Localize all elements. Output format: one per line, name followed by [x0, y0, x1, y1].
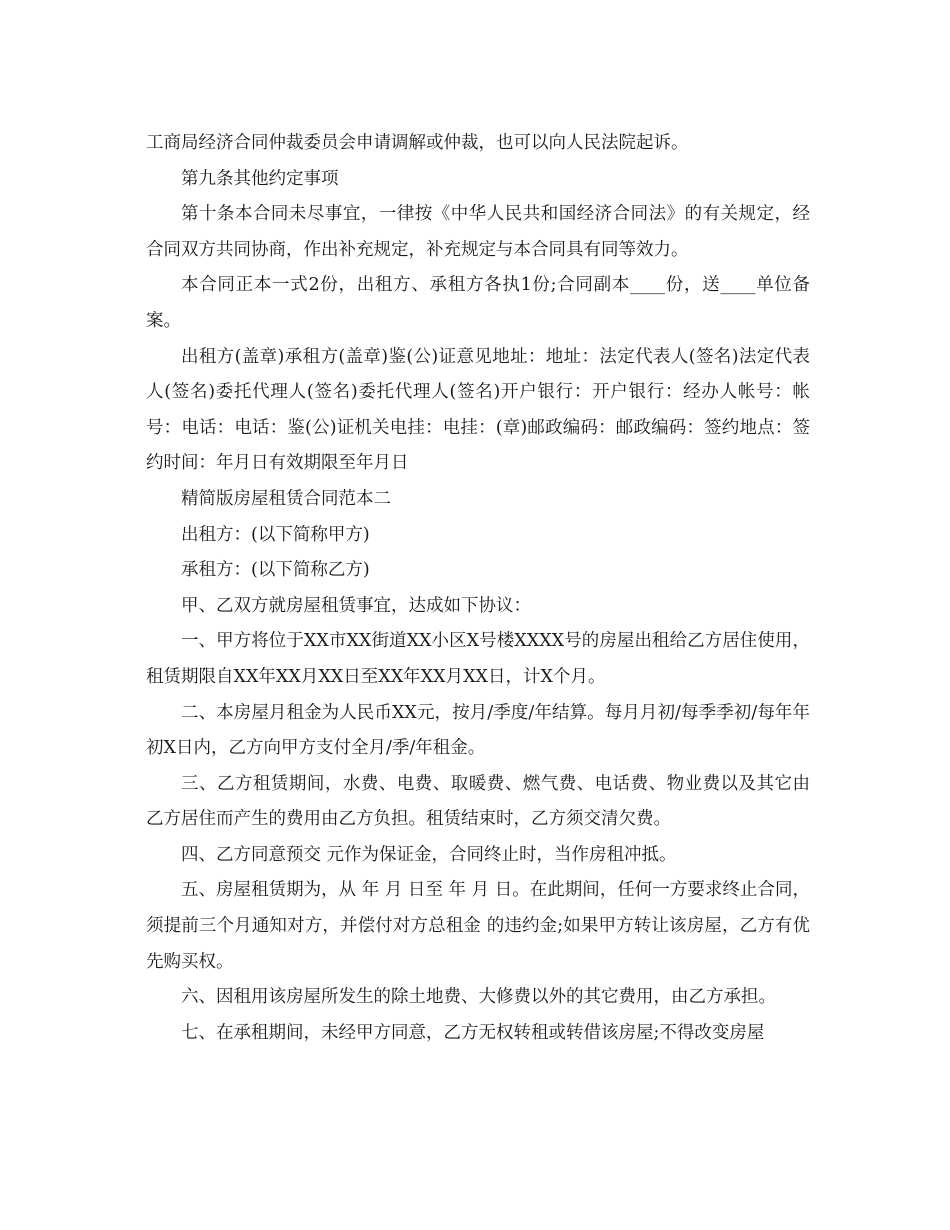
paragraph-clause-2: 二、本房屋月租金为人民币XX元，按月/季度/年结算。每月月初/每季季初/每年年初X日内，乙方向甲方支付全月/季/年租金。	[146, 702, 810, 759]
paragraph-article-9: 第九条其他约定事项	[181, 168, 339, 189]
paragraph-signature-block: 出租方(盖章)承租方(盖章)鉴(公)证意见地址：地址：法定代表人(签名)法定代表人(签名)委托代理人(签名)委托代理人(签名)开户银行：开户银行：经办人帐号：帐号：电话：电话：鉴(公)证机关电挂：电挂：(章)邮政编码：邮政编码：签约地点：签约时间：年月日有效期限至年月日	[146, 346, 810, 474]
paragraph-lessor: 出租方：(以下简称甲方)	[181, 524, 370, 545]
paragraph-clause-6: 六、因租用该房屋所发生的除土地费、大修费以外的其它费用，由乙方承担。	[181, 987, 776, 1008]
paragraph-clause-4: 四、乙方同意预交 元作为保证金，合同终止时，当作房租冲抵。	[181, 844, 677, 865]
paragraph-agreement-intro: 甲、乙双方就房屋租赁事宜，达成如下协议：	[181, 595, 531, 616]
paragraph-article-10: 第十条本合同未尽事宜，一律按《中华人民共和国经济合同法》的有关规定，经合同双方共同协商，作出补充规定，补充规定与本合同具有同等效力。	[146, 204, 810, 260]
paragraph-copies: 本合同正本一式2份，出租方、承租方各执1份;合同副本____份，送____单位备案。	[146, 275, 810, 331]
paragraph-clause-1: 一、甲方将位于XX市XX街道XX小区X号楼XXXX号的房屋出租给乙方居住使用，租赁期限自XX年XX月XX日至XX年XX月XX日，计X个月。	[146, 631, 810, 687]
paragraph-clause-5: 五、房屋租赁期为，从 年 月 日至 年 月 日。在此期间，任何一方要求终止合同，须提前三个月通知对方，并偿付对方总租金 的违约金;如果甲方转让该房屋，乙方有优先购买权。	[146, 880, 810, 972]
paragraph-arbitration-continuation: 工商局经济合同仲裁委员会申请调解或仲裁，也可以向人民法院起诉。	[146, 133, 689, 153]
paragraph-lessee: 承租方：(以下简称乙方)	[181, 560, 370, 581]
paragraph-clause-3: 三、乙方租赁期间，水费、电费、取暖费、燃气费、电话费、物业费以及其它由乙方居住而产生的费用由乙方负担。租赁结束时，乙方须交清欠费。	[146, 773, 810, 830]
paragraph-clause-7: 七、在承租期间，未经甲方同意，乙方无权转租或转借该房屋;不得改变房屋	[181, 1022, 765, 1043]
paragraph-template-two-title: 精简版房屋租赁合同范本二	[181, 488, 391, 509]
